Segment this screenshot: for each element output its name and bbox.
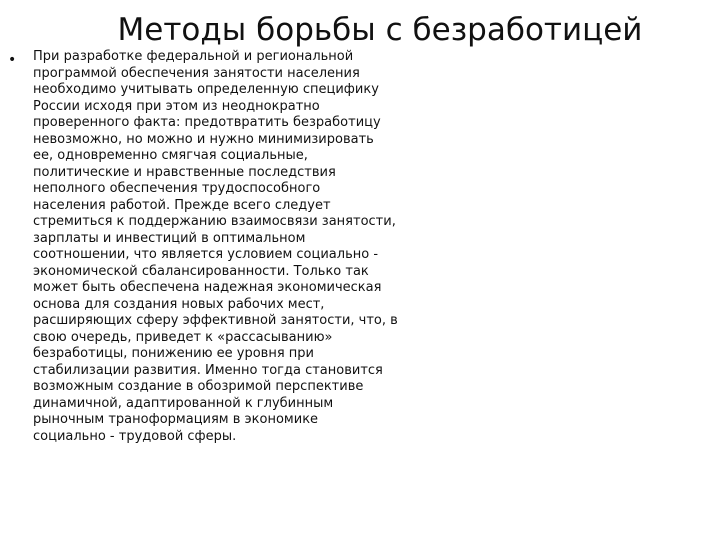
body-line: может быть обеспечена надежная экономическая <box>33 280 382 295</box>
body-line: программой обеспечения занятости населения <box>33 65 360 81</box>
body-line: проверенного факта: предотвратить безработицу <box>33 115 381 130</box>
body-line: зарплаты и инвестиций в оптимальном <box>33 230 306 246</box>
body-line: экономической сбалансированности. Только так <box>33 263 369 279</box>
body-line: стабилизации развития. Именно тогда становится <box>33 362 383 378</box>
body-line: стремиться к поддержанию взаимосвязи занятости, <box>33 214 396 229</box>
body-line: населения работой. Прежде всего следует <box>33 197 331 213</box>
body-line: ее, одновременно смягчая социальные, <box>33 148 308 163</box>
body-line: безработицы, понижению ее уровня при <box>33 346 314 361</box>
body-line: возможным создание в обозримой перспективе <box>33 379 364 394</box>
body-line: неполного обеспечения трудоспособного <box>33 181 321 196</box>
body-line: социально - трудовой сферы. <box>33 428 237 444</box>
body-line: соотношении, что является условием социально - <box>33 247 379 262</box>
body-line: политические и нравственные последствия <box>33 164 336 180</box>
body-line: расширяющих сферу эффективной занятости, что, в <box>33 313 398 328</box>
bullet-icon: • <box>8 52 17 68</box>
body-line: При разработке федеральной и региональной <box>33 49 354 64</box>
body-line: необходимо учитывать определенную специфику <box>33 82 379 97</box>
body-line: России исходя при этом из неоднократно <box>33 98 320 114</box>
body-line: невозможно, но можно и нужно минимизировать <box>33 131 374 147</box>
body-paragraph <box>33 49 433 445</box>
body-line: свою очередь, приведет к «рассасыванию» <box>33 329 333 345</box>
body-line: рыночным траноформациям в экономике <box>33 412 319 427</box>
slide-title: Методы борьбы с безработицей <box>117 12 643 48</box>
body-line: основа для создания новых рабочих мест, <box>33 296 325 312</box>
body-line: динамичной, адаптированной к глубинным <box>33 395 334 411</box>
